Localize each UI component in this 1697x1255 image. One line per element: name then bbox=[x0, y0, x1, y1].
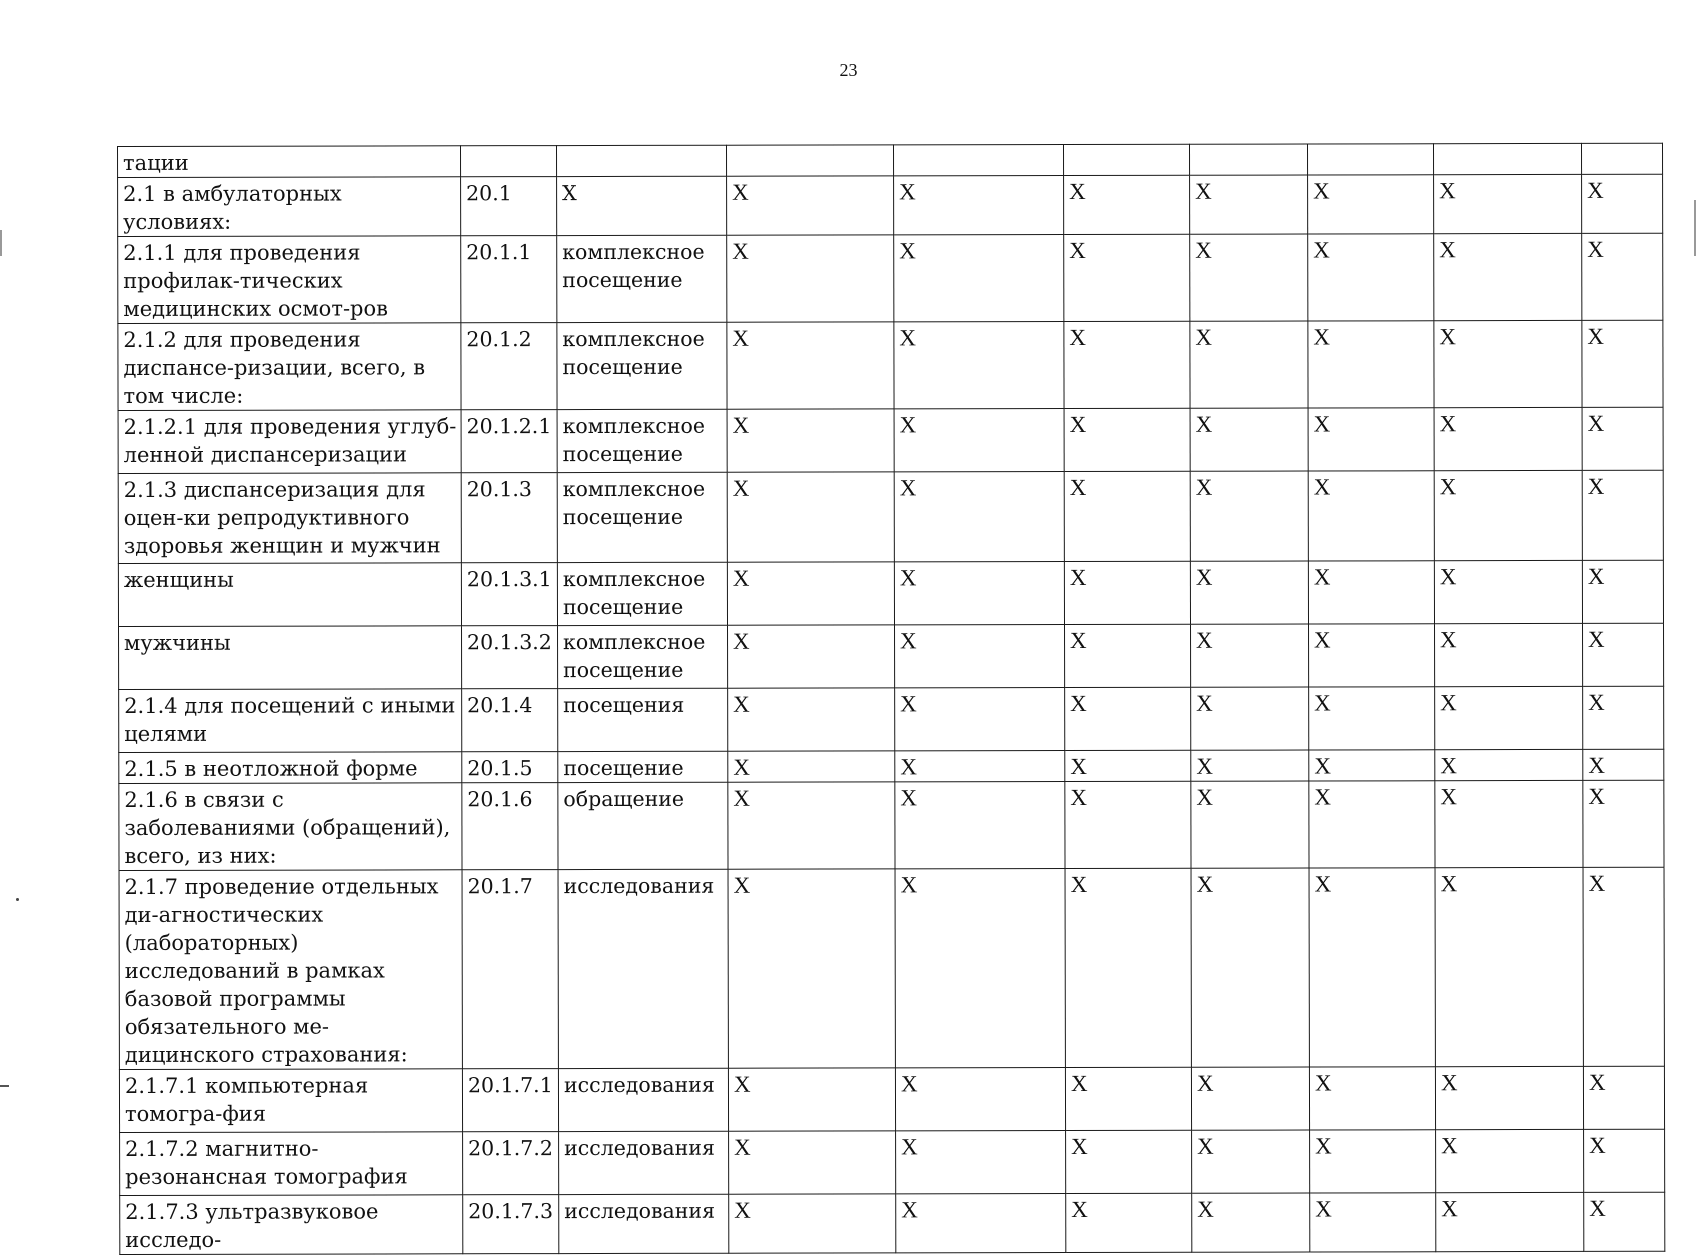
value-cell: X bbox=[1065, 1067, 1191, 1130]
value-cell: X bbox=[728, 625, 895, 688]
value-cell: X bbox=[1190, 561, 1308, 624]
value-cell: X bbox=[727, 562, 894, 625]
value-cell: X bbox=[1309, 750, 1435, 781]
indicator-name-cell: 2.1 в амбулаторных условиях: bbox=[118, 177, 461, 237]
value-cell: X bbox=[1191, 868, 1309, 1067]
value-cell: X bbox=[1583, 749, 1664, 780]
value-cell: X bbox=[1434, 233, 1582, 320]
value-cell: X bbox=[1434, 470, 1582, 560]
row-code-cell: 20.1.3 bbox=[461, 473, 557, 563]
value-cell: X bbox=[1584, 1192, 1665, 1251]
value-cell: X bbox=[728, 869, 895, 1068]
indicator-name-cell: 2.1.7.2 магнитно-резонансная томография bbox=[120, 1132, 463, 1196]
value-cell: X bbox=[727, 409, 894, 472]
page-number: 23 bbox=[839, 60, 858, 80]
indicator-name-cell: 2.1.6 в связи с заболеваниями (обращений), всего, из них: bbox=[119, 783, 462, 871]
value-cell: X bbox=[1309, 1067, 1435, 1130]
value-cell: X bbox=[1434, 174, 1582, 233]
table-row bbox=[120, 1192, 1665, 1254]
value-cell: X bbox=[727, 235, 894, 322]
value-cell: X bbox=[894, 409, 1064, 472]
value-cell: X bbox=[1191, 624, 1309, 687]
value-cell: X bbox=[1192, 1193, 1310, 1252]
value-cell: X bbox=[894, 176, 1064, 235]
value-cell: X bbox=[1582, 407, 1663, 470]
value-cell: X bbox=[1191, 781, 1309, 868]
unit-cell: комплексное посещение bbox=[557, 235, 727, 322]
row-code-cell: 20.1.7.1 bbox=[462, 1069, 558, 1132]
data-table bbox=[117, 143, 1665, 1255]
indicator-name-cell: 2.1.7.1 компьютерная томогра-фия bbox=[119, 1069, 462, 1133]
value-cell: X bbox=[1066, 1193, 1192, 1252]
indicator-name-cell: мужчины bbox=[119, 626, 462, 690]
unit-cell: посещение bbox=[558, 751, 728, 782]
value-cell: X bbox=[1582, 174, 1663, 233]
value-cell: X bbox=[1435, 623, 1583, 686]
table-row bbox=[118, 470, 1663, 563]
table-row bbox=[119, 686, 1664, 752]
table-row bbox=[118, 407, 1663, 473]
value-cell bbox=[1063, 144, 1189, 175]
unit-cell bbox=[557, 145, 727, 176]
unit-cell: X bbox=[557, 176, 727, 235]
indicator-name-cell: женщины bbox=[118, 563, 461, 627]
value-cell: X bbox=[728, 688, 895, 751]
unit-cell: комплексное посещение bbox=[557, 409, 727, 472]
table-row bbox=[119, 749, 1664, 783]
row-code-cell: 20.1 bbox=[461, 177, 557, 236]
value-cell: X bbox=[1308, 175, 1434, 234]
value-cell: X bbox=[1582, 560, 1663, 623]
value-cell: X bbox=[1309, 868, 1435, 1067]
value-cell: X bbox=[1434, 320, 1582, 407]
table-body bbox=[118, 143, 1665, 1254]
value-cell: X bbox=[1308, 408, 1434, 471]
value-cell: X bbox=[1065, 624, 1191, 687]
row-code-cell: 20.1.5 bbox=[462, 752, 558, 783]
unit-cell: комплексное посещение bbox=[557, 322, 727, 409]
row-code-cell bbox=[461, 146, 557, 177]
unit-cell: комплексное посещение bbox=[557, 562, 727, 625]
value-cell: X bbox=[1064, 408, 1190, 471]
value-cell: X bbox=[896, 1131, 1066, 1194]
table-row bbox=[118, 233, 1663, 323]
value-cell: X bbox=[728, 782, 895, 869]
value-cell: X bbox=[1190, 408, 1308, 471]
scan-artifact bbox=[0, 230, 2, 256]
value-cell: X bbox=[1064, 561, 1190, 624]
value-cell: X bbox=[1064, 321, 1190, 408]
row-code-cell: 20.1.1 bbox=[461, 236, 557, 323]
value-cell: X bbox=[1308, 234, 1434, 321]
table-row bbox=[118, 320, 1663, 410]
value-cell: X bbox=[1435, 749, 1583, 780]
indicator-name-cell: 2.1.4 для посещений с иными целями bbox=[119, 689, 462, 753]
value-cell: X bbox=[896, 1194, 1066, 1253]
row-code-cell: 20.1.2.1 bbox=[461, 410, 557, 473]
value-cell: X bbox=[1434, 407, 1582, 470]
value-cell: X bbox=[1434, 560, 1582, 623]
value-cell: X bbox=[727, 322, 894, 409]
value-cell: X bbox=[1308, 321, 1434, 408]
value-cell: X bbox=[1191, 1067, 1309, 1130]
value-cell: X bbox=[1065, 868, 1191, 1067]
unit-cell: исследования bbox=[559, 1194, 729, 1253]
value-cell: X bbox=[895, 869, 1065, 1068]
value-cell: X bbox=[1308, 471, 1434, 561]
indicator-name-cell: 2.1.7 проведение отдельных ди-агностических (лабораторных) исследований в рамках базовой программы обязательного ме-дицинского страхования: bbox=[119, 870, 462, 1070]
table-row bbox=[118, 174, 1663, 236]
row-code-cell: 20.1.7 bbox=[462, 870, 558, 1069]
table-row bbox=[119, 780, 1664, 870]
row-code-cell: 20.1.7.3 bbox=[463, 1195, 559, 1254]
value-cell: X bbox=[1190, 234, 1308, 321]
row-code-cell: 20.1.7.2 bbox=[463, 1132, 559, 1195]
row-code-cell: 20.1.3.1 bbox=[461, 563, 557, 626]
value-cell: X bbox=[1309, 624, 1435, 687]
value-cell: X bbox=[1064, 234, 1190, 321]
value-cell: X bbox=[728, 751, 895, 782]
unit-cell: исследования bbox=[559, 1131, 729, 1194]
value-cell bbox=[1433, 143, 1581, 174]
indicator-name-cell: 2.1.5 в неотложной форме bbox=[119, 752, 462, 784]
indicator-name-cell: тации bbox=[118, 146, 461, 178]
value-cell: X bbox=[895, 782, 1065, 869]
value-cell: X bbox=[1582, 320, 1663, 407]
value-cell: X bbox=[1190, 471, 1308, 561]
unit-cell: исследования bbox=[558, 869, 728, 1068]
value-cell: X bbox=[894, 322, 1064, 409]
value-cell: X bbox=[727, 176, 894, 235]
value-cell: X bbox=[728, 1068, 895, 1131]
unit-cell: посещения bbox=[558, 688, 728, 751]
value-cell bbox=[893, 145, 1063, 176]
value-cell: X bbox=[1435, 867, 1583, 1066]
table-row bbox=[119, 623, 1664, 689]
value-cell: X bbox=[1190, 321, 1308, 408]
value-cell: X bbox=[894, 562, 1064, 625]
unit-cell: комплексное посещение bbox=[558, 625, 728, 688]
scan-artifact bbox=[0, 1085, 9, 1087]
value-cell: X bbox=[1064, 471, 1190, 561]
table-row bbox=[118, 560, 1663, 626]
scan-artifact bbox=[1694, 200, 1696, 256]
value-cell: X bbox=[1308, 561, 1434, 624]
value-cell: X bbox=[1582, 470, 1663, 560]
value-cell: X bbox=[1583, 1066, 1664, 1129]
value-cell: X bbox=[1435, 1066, 1583, 1129]
value-cell: X bbox=[895, 688, 1065, 751]
value-cell: X bbox=[1436, 1129, 1584, 1192]
value-cell: X bbox=[1066, 1130, 1192, 1193]
row-code-cell: 20.1.3.2 bbox=[462, 626, 558, 689]
value-cell: X bbox=[1583, 623, 1664, 686]
value-cell: X bbox=[1584, 1129, 1665, 1192]
value-cell: X bbox=[1065, 750, 1191, 781]
value-cell bbox=[1307, 144, 1433, 175]
row-code-cell: 20.1.2 bbox=[461, 323, 557, 410]
value-cell: X bbox=[1583, 780, 1664, 867]
table-row bbox=[120, 1129, 1665, 1195]
unit-cell: обращение bbox=[558, 782, 728, 869]
value-cell: X bbox=[895, 625, 1065, 688]
value-cell bbox=[1189, 144, 1307, 175]
indicator-name-cell: 2.1.2.1 для проведения углуб-ленной диспансеризации bbox=[118, 410, 461, 474]
value-cell: X bbox=[727, 472, 894, 562]
value-cell: X bbox=[1435, 780, 1583, 867]
value-cell: X bbox=[894, 235, 1064, 322]
value-cell bbox=[726, 145, 893, 176]
value-cell: X bbox=[729, 1131, 896, 1194]
value-cell: X bbox=[895, 751, 1065, 782]
value-cell: X bbox=[1190, 175, 1308, 234]
indicator-name-cell: 2.1.3 диспансеризация для оцен-ки репродуктивного здоровья женщин и мужчин bbox=[118, 473, 461, 564]
row-code-cell: 20.1.6 bbox=[462, 783, 558, 870]
value-cell: X bbox=[1309, 687, 1435, 750]
row-code-cell: 20.1.4 bbox=[462, 689, 558, 752]
indicator-name-cell: 2.1.2 для проведения диспансе-ризации, всего, в том числе: bbox=[118, 323, 461, 411]
value-cell: X bbox=[1192, 1130, 1310, 1193]
unit-cell: исследования bbox=[558, 1068, 728, 1131]
value-cell: X bbox=[1309, 781, 1435, 868]
table-row bbox=[119, 867, 1664, 1069]
unit-cell: комплексное посещение bbox=[557, 472, 727, 562]
indicator-name-cell: 2.1.1 для проведения профилак-тических медицинских осмот-ров bbox=[118, 236, 461, 324]
value-cell: X bbox=[1065, 687, 1191, 750]
table-row bbox=[118, 143, 1663, 177]
value-cell: X bbox=[1064, 175, 1190, 234]
value-cell: X bbox=[1583, 686, 1664, 749]
value-cell bbox=[1581, 143, 1662, 174]
value-cell: X bbox=[1065, 781, 1191, 868]
value-cell: X bbox=[1435, 686, 1583, 749]
value-cell: X bbox=[1582, 233, 1663, 320]
value-cell: X bbox=[894, 472, 1064, 562]
scan-artifact bbox=[16, 898, 19, 901]
value-cell: X bbox=[1436, 1192, 1584, 1251]
table-row bbox=[119, 1066, 1664, 1132]
value-cell: X bbox=[1310, 1193, 1436, 1252]
value-cell: X bbox=[1583, 867, 1664, 1066]
value-cell: X bbox=[729, 1194, 896, 1253]
indicator-name-cell: 2.1.7.3 ультразвуковое исследо- bbox=[120, 1195, 463, 1255]
value-cell: X bbox=[1310, 1130, 1436, 1193]
value-cell: X bbox=[895, 1068, 1065, 1131]
value-cell: X bbox=[1191, 687, 1309, 750]
value-cell: X bbox=[1191, 750, 1309, 781]
